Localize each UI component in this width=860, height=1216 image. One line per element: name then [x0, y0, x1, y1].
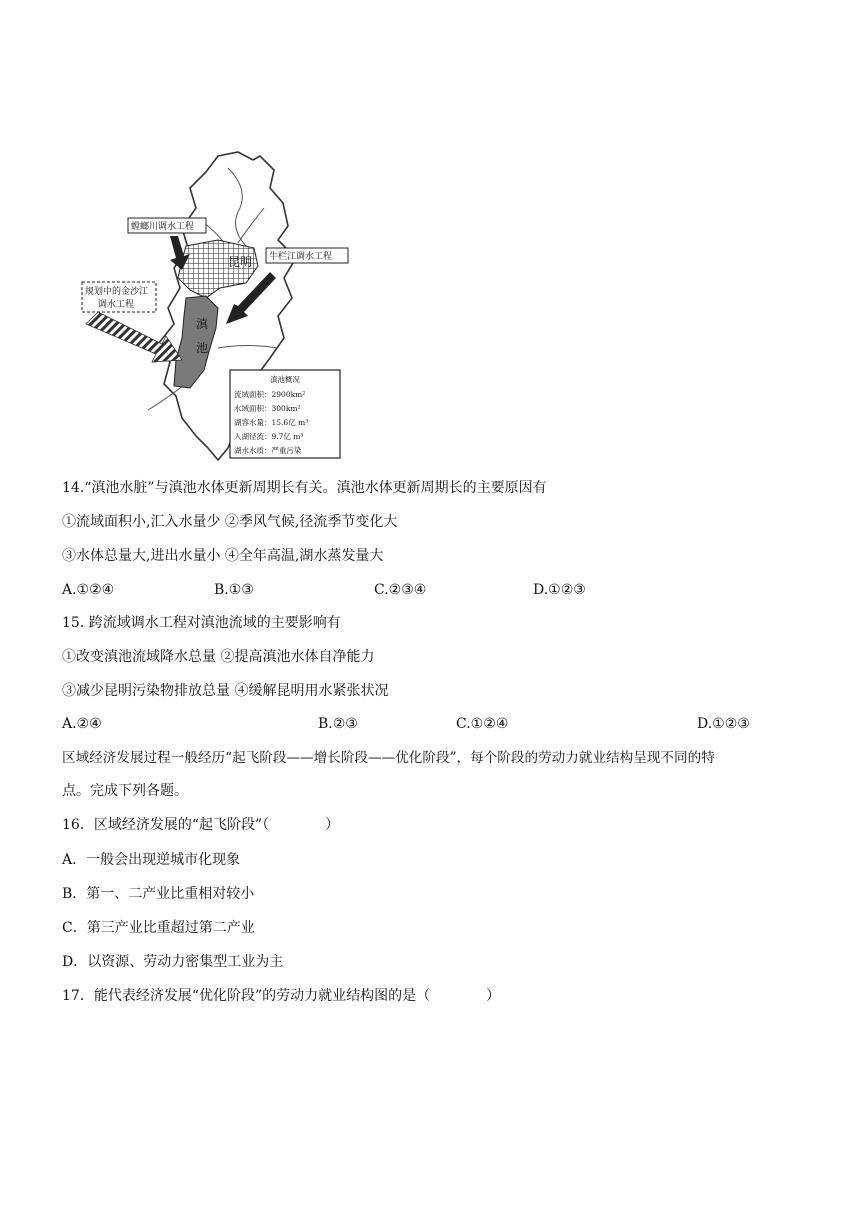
q15-option-c[interactable]: C.①②④: [456, 716, 509, 732]
q16-option-d[interactable]: D．以资源、劳动力密集型工业为主: [62, 954, 284, 970]
jinsha-arrow: [86, 312, 182, 362]
tanglang-label: 螳螂川调水工程: [131, 222, 195, 232]
kunming-urban-area: [178, 240, 258, 298]
q16-option-b[interactable]: B．第一、二产业比重相对较小: [62, 886, 255, 902]
q14-statement-1: ①流域面积小,汇入水量少 ②季风气候,径流季节变化大: [62, 514, 398, 530]
q16-option-c[interactable]: C．第三产业比重超过第二产业: [62, 920, 255, 936]
jinsha-label-1: 规划中的金沙江: [85, 287, 149, 297]
q15-stem: 15. 跨流域调水工程对滇池流域的主要影响有: [62, 615, 341, 631]
lake-label-2: 池: [196, 341, 209, 355]
intro-line-2: 点。完成下列各题。: [62, 783, 188, 799]
q15-option-a[interactable]: A.②④: [62, 716, 102, 732]
dianchi-map: [78, 148, 358, 466]
q15-option-d[interactable]: D.①②③: [697, 716, 750, 732]
q15-statement-1: ①改变滇池流域降水总量 ②提高滇池水体自净能力: [62, 649, 375, 665]
q14-option-b[interactable]: B.①③: [214, 582, 254, 598]
info-row: 湖水水质：严重污染: [234, 446, 302, 455]
q14-option-d[interactable]: D.①②③: [533, 582, 586, 598]
q14-stem: 14.“滇池水脏”与滇池水体更新周期长有关。滇池水体更新周期长的主要原因有: [62, 480, 547, 496]
info-row: 湖容水量：15.6亿 m³: [234, 418, 309, 427]
q14-statement-2: ③水体总量大,进出水量小 ④全年高温,湖水蒸发量大: [62, 548, 384, 564]
q17-stem: 17．能代表经济发展“优化阶段”的劳动力就业结构图的是（ ）: [62, 988, 501, 1004]
info-title: 滇池概况: [270, 375, 300, 384]
q15-statement-2: ③减少昆明污染物排放总量 ④缓解昆明用水紧张状况: [62, 683, 389, 699]
intro-line-1: 区域经济发展过程一般经历“起飞阶段——增长阶段——优化阶段”，每个阶段的劳动力就业结构呈现不同的特: [62, 750, 715, 766]
q14-option-c[interactable]: C.②③④: [374, 582, 427, 598]
kunming-label: 昆明: [228, 255, 253, 269]
q15-option-b[interactable]: B.②③: [318, 716, 358, 732]
jinsha-label-2: 调水工程: [98, 300, 135, 310]
lake-label-1: 滇: [196, 317, 209, 331]
info-row: 水域面积：300km²: [234, 404, 301, 413]
q14-option-a[interactable]: A.①②④: [62, 582, 115, 598]
q16-stem: 16．区域经济发展的“起飞阶段”（ ）: [62, 817, 340, 833]
niulan-label: 牛栏江调水工程: [269, 252, 333, 262]
info-row: 流域面积：2900km²: [234, 390, 306, 399]
info-row: 入湖径流：9.7亿 m³: [234, 432, 304, 441]
q16-option-a[interactable]: A．一般会出现逆城市化现象: [62, 852, 241, 868]
